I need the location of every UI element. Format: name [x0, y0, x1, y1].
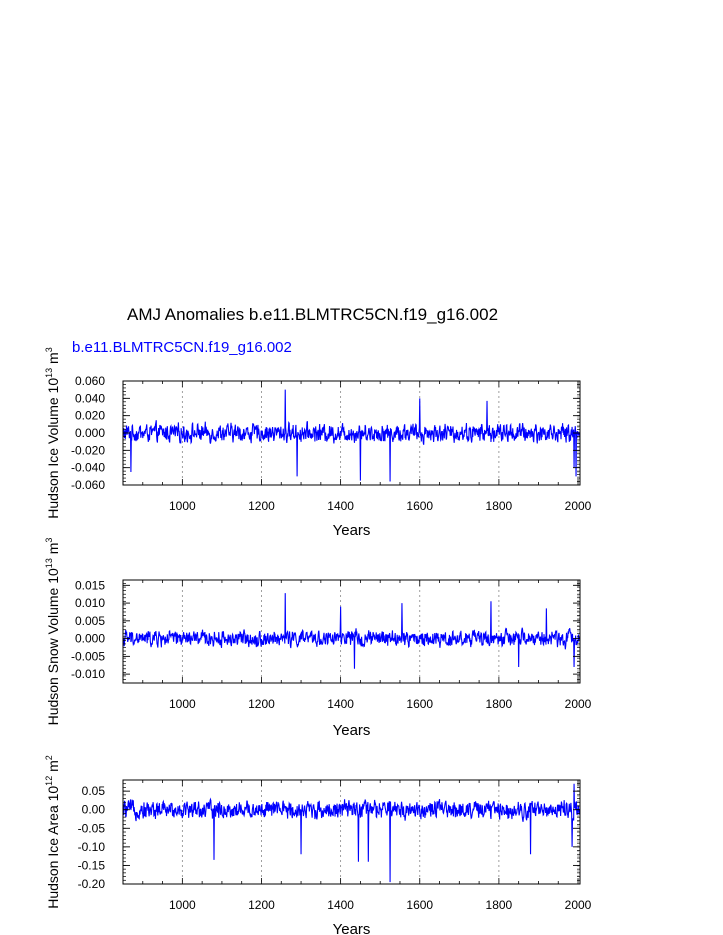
- x-tick-label: 1400: [327, 499, 354, 513]
- y-tick-label: -0.010: [70, 667, 105, 682]
- y-tick-label: 0.010: [74, 596, 105, 611]
- series-line: [123, 784, 580, 882]
- x-tick-label: 2000: [564, 499, 592, 513]
- x-tick-label: 1200: [248, 898, 275, 912]
- y-tick-label: 0.040: [74, 391, 105, 406]
- y-tick-label: 0.000: [74, 426, 105, 440]
- y-tick-label: -0.10: [77, 839, 105, 854]
- y-axis-title: Hudson Ice Volume $10^{13}$ $m^3$: [44, 347, 61, 519]
- x-tick-label: 1000: [168, 898, 196, 912]
- y-tick-label: -0.020: [70, 443, 105, 458]
- x-tick-label: 2000: [564, 898, 592, 912]
- x-tick-label: 1600: [406, 499, 434, 513]
- series-line: [123, 593, 580, 669]
- y-tick-label: 0.05: [81, 784, 105, 799]
- x-axis-title: Years: [332, 522, 371, 539]
- x-tick-label: 1200: [248, 697, 275, 711]
- y-tick-label: 0.000: [74, 631, 105, 646]
- y-tick-label: -0.040: [70, 460, 105, 475]
- y-tick-label: -0.005: [70, 649, 105, 664]
- x-axis-title: Years: [332, 722, 371, 739]
- chart-panel-1: [44, 347, 592, 539]
- x-tick-label: 1400: [327, 697, 354, 711]
- chart-panel-3: [44, 755, 592, 935]
- x-tick-label: 1800: [485, 499, 513, 513]
- y-tick-label: 0.020: [74, 408, 105, 423]
- x-tick-label: 1800: [485, 697, 513, 711]
- x-tick-label: 2000: [564, 697, 592, 711]
- x-tick-label: 1600: [406, 697, 434, 711]
- chart-panel-2: [44, 538, 592, 739]
- plot-frame: [123, 780, 580, 884]
- y-axis-title: Hudson Snow Volume $10^{13}$ $m^3$: [44, 537, 61, 726]
- x-tick-label: 1400: [327, 898, 354, 912]
- x-tick-label: 1000: [168, 499, 196, 513]
- y-tick-label: 0.00: [81, 802, 105, 817]
- x-tick-label: 1600: [406, 898, 434, 912]
- x-tick-label: 1200: [248, 499, 275, 513]
- series-line: [123, 390, 580, 482]
- y-tick-label: -0.15: [77, 858, 105, 873]
- y-tick-label: 0.005: [74, 613, 105, 628]
- y-tick-label: 0.015: [74, 578, 105, 593]
- y-tick-label: -0.060: [70, 478, 105, 492]
- page-subtitle: b.e11.BLMTRC5CN.f19_g16.002: [72, 339, 292, 356]
- x-axis-title: Years: [332, 921, 371, 935]
- y-tick-label: -0.20: [77, 877, 105, 891]
- y-axis-title: Hudson Ice Area $10^{12}$ $m^2$: [44, 755, 61, 909]
- x-tick-label: 1000: [168, 697, 196, 711]
- y-tick-label: -0.05: [77, 821, 105, 836]
- page-title: AMJ Anomalies b.e11.BLMTRC5CN.f19_g16.002: [127, 305, 499, 324]
- y-tick-label: 0.060: [74, 374, 105, 388]
- x-tick-label: 1800: [485, 898, 513, 912]
